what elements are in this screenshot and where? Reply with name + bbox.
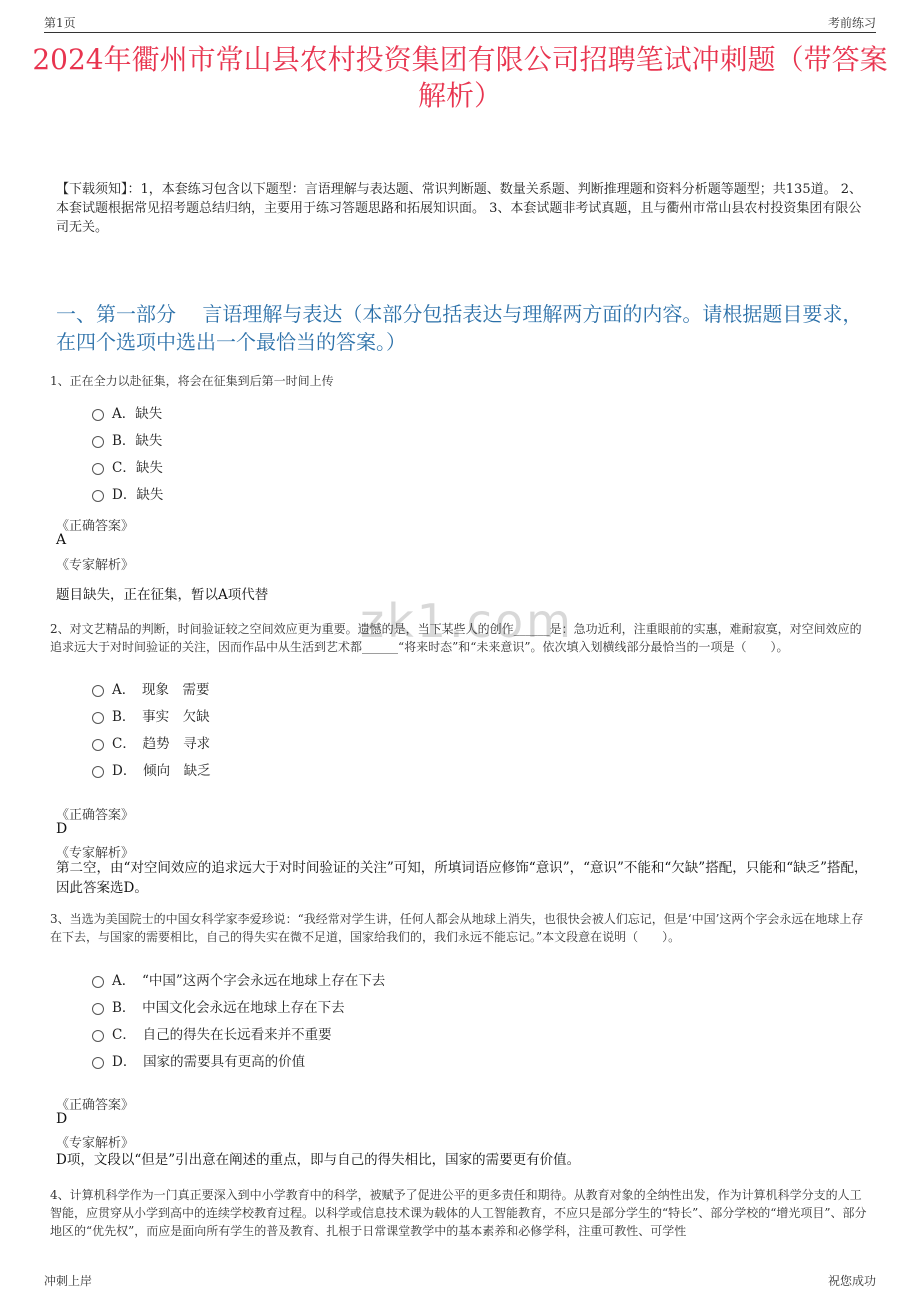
option-label: B． 事实 欠缺 — [112, 709, 210, 725]
section-heading: 一、第一部分 言语理解与表达（本部分包括表达与理解两方面的内容。请根据题目要求，在四个选项中选出一个最恰当的答案。） — [56, 302, 863, 354]
answer-label: 《正确答案》 — [56, 1098, 135, 1113]
option-b[interactable] — [92, 999, 345, 1017]
radio-icon[interactable] — [92, 436, 104, 448]
option-a[interactable] — [92, 405, 162, 423]
answer-label: 《正确答案》 — [56, 519, 135, 534]
option-c[interactable] — [92, 735, 210, 753]
radio-icon[interactable] — [92, 463, 104, 475]
option-c[interactable] — [92, 1026, 332, 1044]
radio-icon[interactable] — [92, 409, 104, 421]
radio-icon[interactable] — [92, 766, 104, 778]
option-c[interactable] — [92, 459, 163, 477]
document-title: 2024年衢州市常山县农村投资集团有限公司招聘笔试冲刺题（带答案解析） — [32, 43, 888, 112]
question-stem: 4、计算机科学作为一门真正要深入到中小学教育中的科学，被赋予了促进公平的更多责任和期待。从教育对象的全纳性出发，作为计算机科学分支的人工智能，应贯穿从小学到高中的连续学校教育过程。以科学或信息技术课为载体的人工智能教育，不应只是部分学生的“特长”、部分学校的“增光项目”、部分地区的“优先权”，而应是面向所有学生的普及教育、扎根于日常课堂教学中的基本素养和必修学科，注重可教性、可学性 — [50, 1188, 867, 1238]
answer-value: D — [56, 821, 68, 837]
option-label: A．缺失 — [112, 406, 163, 422]
footer-right-text: 祝您成功 — [827, 1274, 876, 1288]
question-stem: 2、对文艺精品的判断，时间验证较之空间效应更为重要。遗憾的是，当下某些人的创作______是：急功近利，注重眼前的实惠，难耐寂寞，对空间效应的追求远大于对时间验证的关注，因而作品中从生活到艺术都______“将来时态”和“未来意识”。依次填入划横线部分最恰当的一项是（ ）。 — [50, 622, 862, 654]
download-notice: 【下载须知】：1，本套练习包含以下题型：言语理解与表达题、常识判断题、数量关系题、判断推理题和资料分析题等题型；共135道。 2、本套试题根据常见招考题总结归纳，主要用于练习答题思路和拓展知识面。 3、本套试题非考试真题，且与衢州市常山县农村投资集团有限公司无关。 — [56, 182, 862, 235]
analysis-text: D项，文段以“但是”引出意在阐述的重点，即与自己的得失相比，国家的需要更有价值。 — [56, 1152, 581, 1168]
answer-value: D — [56, 1111, 68, 1127]
radio-icon[interactable] — [92, 490, 104, 502]
radio-icon[interactable] — [92, 739, 104, 751]
page-footer — [44, 1270, 876, 1292]
option-label: B． 中国文化会永远在地球上存在下去 — [112, 1000, 345, 1016]
option-label: C． 自己的得失在长远看来并不重要 — [112, 1027, 332, 1043]
option-a[interactable] — [92, 972, 385, 990]
analysis-text: 题目缺失，正在征集，暂以A项代替 — [56, 587, 269, 603]
question-stem: 1、正在全力以赴征集，将会在征集到后第一时间上传 — [50, 374, 334, 388]
answer-label: 《正确答案》 — [56, 808, 135, 823]
radio-icon[interactable] — [92, 1057, 104, 1069]
watermark: zk1.com — [360, 594, 574, 648]
radio-icon[interactable] — [92, 976, 104, 988]
radio-icon[interactable] — [92, 712, 104, 724]
radio-icon[interactable] — [92, 685, 104, 697]
analysis-text: 第二空，由“对空间效应的追求远大于对时间验证的关注”可知，所填词语应修饰“意识”，“意识”不能和“欠缺”搭配，只能和“缺乏”搭配，因此答案选D。 — [56, 860, 868, 896]
option-label: A． 现象 需要 — [112, 682, 210, 698]
option-a[interactable] — [92, 681, 210, 699]
header-note: 考前练习 — [827, 16, 876, 30]
option-label: D． 倾向 缺乏 — [112, 763, 211, 779]
option-label: D．缺失 — [112, 487, 164, 503]
analysis-label: 《专家解析》 — [56, 558, 135, 573]
footer-left-text: 冲刺上岸 — [44, 1274, 93, 1288]
option-label: B．缺失 — [112, 433, 163, 449]
option-b[interactable] — [92, 432, 162, 450]
option-label: C．缺失 — [112, 460, 163, 476]
option-d[interactable] — [92, 1053, 305, 1071]
analysis-label: 《专家解析》 — [56, 846, 135, 861]
page-number: 第1页 — [44, 16, 76, 30]
answer-value: A — [56, 532, 67, 548]
option-label: C． 趋势 寻求 — [112, 736, 211, 752]
option-b[interactable] — [92, 708, 210, 726]
option-d[interactable] — [92, 486, 163, 504]
page-header — [44, 10, 876, 33]
option-label: A． “中国”这两个字会永远在地球上存在下去 — [112, 973, 386, 989]
analysis-label: 《专家解析》 — [56, 1136, 135, 1151]
option-label: D． 国家的需要具有更高的价值 — [112, 1054, 306, 1070]
radio-icon[interactable] — [92, 1030, 104, 1042]
option-d[interactable] — [92, 762, 211, 780]
radio-icon[interactable] — [92, 1003, 104, 1015]
question-stem: 3、当选为美国院士的中国女科学家李爱珍说：“我经常对学生讲，任何人都会从地球上消失，也很快会被人们忘记，但是‘中国’这两个字会永远在地球上存在下去，与国家的需要相比，自己的得失实在微不足道，国家给我们的，我们永远不能忘记。”本文段意在说明（ ）。 — [50, 912, 864, 944]
